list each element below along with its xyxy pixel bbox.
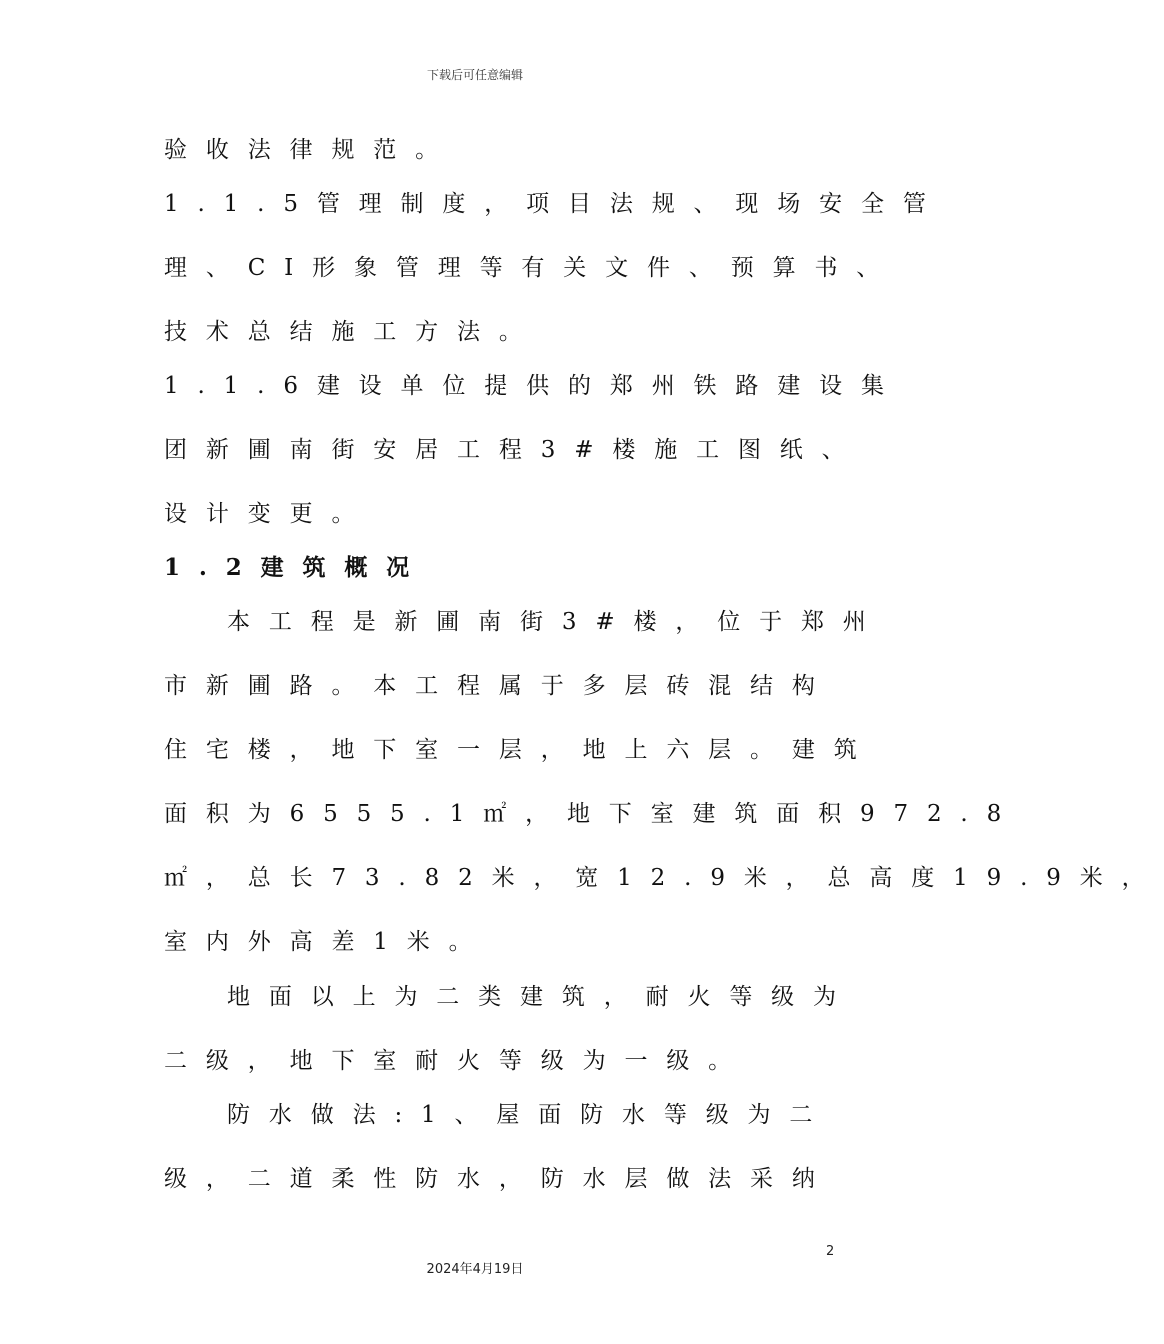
footer-date: 2024年4月19日 <box>426 1262 524 1277</box>
body-line-2: 1.1.5管理制度，项目法规、现场安全管 <box>164 191 945 217</box>
body-line-12: 面积为6555.1㎡，地下室建筑面积972.8 <box>164 801 1021 827</box>
body-line-11: 住宅楼，地下室一层，地上六层。建筑 <box>164 737 876 763</box>
body-line-5: 1.1.6建设单位提供的郑州铁路建设集 <box>164 373 903 399</box>
body-line-1: 验收法律规范。 <box>164 137 458 163</box>
body-line-13: ㎡，总长73.82米，宽12.9米，总高度19.9米， <box>164 865 1164 891</box>
body-line-6: 团新圃南街安居工程3#楼施工图纸、 <box>164 437 864 463</box>
body-line-17: 防水做法:1、屋面防水等级为二 <box>227 1102 832 1128</box>
body-line-14: 室内外高差1米。 <box>164 929 491 955</box>
body-line-3: 理、CI形象管理等有关文件、预算书、 <box>164 255 899 281</box>
section-heading: 1.2建筑概况 <box>164 554 429 581</box>
body-line-16: 二级，地下室耐火等级为一级。 <box>164 1048 751 1074</box>
body-line-15: 地面以上为二类建筑，耐火等级为 <box>227 984 855 1010</box>
page-number: 2 <box>826 1244 835 1259</box>
body-line-18: 级，二道柔性防水，防水层做法采纳 <box>164 1166 834 1192</box>
body-line-10: 市新圃路。本工程属于多层砖混结构 <box>164 673 834 699</box>
body-line-7: 设计变更。 <box>164 501 374 527</box>
body-line-4: 技术总结施工方法。 <box>164 319 541 345</box>
page-header: 下载后可任意编辑 <box>426 68 523 82</box>
body-line-9: 本工程是新圃南街3#楼，位于郑州 <box>227 609 885 635</box>
